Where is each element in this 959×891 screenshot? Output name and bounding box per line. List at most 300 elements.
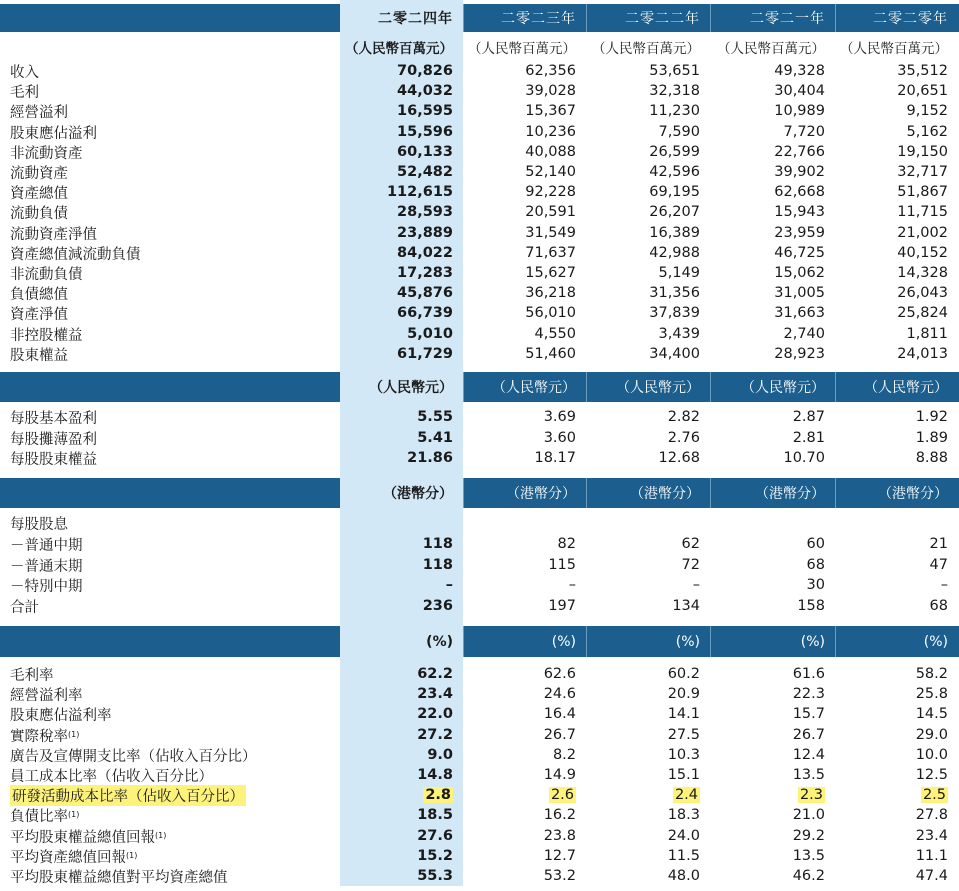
value-cell: 3.69 <box>543 409 576 425</box>
value-cell: 31,356 <box>649 285 700 301</box>
row-label <box>10 303 68 323</box>
row-label-text: 每股股東權益 <box>10 451 97 468</box>
value-cell: 62,356 <box>525 63 576 79</box>
value-cell: 9.0 <box>427 747 453 763</box>
row-label <box>10 142 83 162</box>
unit-label: (%) <box>800 633 825 650</box>
value-cell: 16,389 <box>649 225 700 241</box>
table-row <box>0 428 959 448</box>
row-label-text: 平均資產總值回報 <box>10 849 126 866</box>
row-label <box>10 684 83 704</box>
value-cell: 15,062 <box>774 265 825 281</box>
table-row <box>0 725 959 745</box>
value-cell: 53,651 <box>649 63 700 79</box>
unit-label: （人民幣百萬元） <box>468 41 576 57</box>
table-row <box>0 344 959 364</box>
table-row <box>0 866 959 886</box>
value-cell: 26,207 <box>649 204 700 220</box>
value-cell: 5,010 <box>407 326 453 342</box>
unit-label: （人民幣元） <box>369 380 453 396</box>
value-cell: 27.8 <box>915 807 948 823</box>
value-cell <box>835 513 948 533</box>
value-cell: 112,615 <box>386 184 453 200</box>
year-header-band <box>0 4 959 32</box>
value-cell <box>340 785 453 805</box>
row-label <box>10 575 83 595</box>
row-label-text: 收入 <box>10 64 39 81</box>
value-cell: 15.1 <box>667 767 700 783</box>
unit-label: （港幣分） <box>878 486 948 502</box>
row-label-text: 經營溢利 <box>10 104 68 121</box>
value-cell: 15,943 <box>774 204 825 220</box>
value-cell: 31,663 <box>774 305 825 321</box>
row-label <box>10 243 141 263</box>
value-cell: 22.3 <box>792 686 825 702</box>
value-cell: 118 <box>422 536 453 552</box>
unit-label: （人民幣元） <box>616 380 700 396</box>
year-header-2: 二零二二年 <box>625 11 700 27</box>
unit-label: （港幣分） <box>755 486 825 502</box>
table-row <box>0 704 959 724</box>
row-label <box>10 223 97 243</box>
value-cell: 52,140 <box>525 164 576 180</box>
row-label <box>10 555 83 575</box>
unit-label: （港幣分） <box>506 486 576 502</box>
row-label: 實際稅率 (1) <box>10 725 79 745</box>
value-cell: 10,236 <box>525 124 576 140</box>
value-cell <box>340 513 453 533</box>
value-cell: 62.2 <box>417 666 453 682</box>
row-label <box>10 534 83 554</box>
value-cell: 62 <box>681 536 700 552</box>
value-cell: 15.2 <box>417 848 453 864</box>
row-label <box>10 182 68 202</box>
value-cell: 11.1 <box>915 848 948 864</box>
unit-label: (%) <box>923 633 948 650</box>
value-cell: 60.2 <box>667 666 700 682</box>
value-cell: 30 <box>806 577 825 593</box>
unit-label: （人民幣元） <box>864 380 948 396</box>
value-cell: 60 <box>806 536 825 552</box>
value-cell: 47 <box>929 557 948 573</box>
value-cell: 46,725 <box>774 245 825 261</box>
row-label-text: 流動資產淨值 <box>10 226 97 243</box>
value-cell: 44,032 <box>397 83 453 99</box>
value-cell: 23.4 <box>417 686 453 702</box>
row-label <box>10 664 54 684</box>
row-label <box>10 407 97 427</box>
value-cell: 13.5 <box>792 767 825 783</box>
value-cell: 21.86 <box>407 450 453 466</box>
row-label <box>10 61 39 81</box>
value-cell: 32,717 <box>897 164 948 180</box>
table-row <box>0 162 959 182</box>
row-label-text: 股東應佔溢利率 <box>10 707 112 724</box>
highlighted-value: 2.8 <box>425 787 451 803</box>
value-cell: 61,729 <box>397 346 453 362</box>
value-cell: 68 <box>929 598 948 614</box>
row-label-text: 員工成本比率（佔收入百分比） <box>10 768 213 785</box>
value-cell: 26,599 <box>649 144 700 160</box>
value-cell: 15.7 <box>792 706 825 722</box>
value-cell: 21,002 <box>897 225 948 241</box>
row-label <box>10 745 257 765</box>
value-cell: 45,876 <box>397 285 453 301</box>
value-cell: 13.5 <box>792 848 825 864</box>
unit-label: （人民幣百萬元） <box>345 41 453 57</box>
table-row <box>0 61 959 81</box>
value-cell: 2.81 <box>792 430 825 446</box>
table-row <box>0 182 959 202</box>
row-label <box>10 122 97 142</box>
value-cell: – <box>692 577 700 593</box>
table-row <box>0 223 959 243</box>
table-row <box>0 805 959 825</box>
value-cell: 8.88 <box>915 450 948 466</box>
value-cell: 19,150 <box>897 144 948 160</box>
year-header-0: 二零二四年 <box>378 11 453 27</box>
value-cell: 53.2 <box>543 868 576 884</box>
row-label-text: 負債比率 <box>10 808 68 825</box>
row-label-text: 合計 <box>10 599 39 616</box>
value-cell: 61.6 <box>792 666 825 682</box>
value-cell: 10.3 <box>667 747 700 763</box>
value-cell: 66,739 <box>397 305 453 321</box>
value-cell <box>463 513 576 533</box>
value-cell: 3.60 <box>543 430 576 446</box>
value-cell: 4,550 <box>534 326 576 342</box>
value-cell: 51,460 <box>525 346 576 362</box>
value-cell: 82 <box>557 536 576 552</box>
unit-label: （港幣分） <box>630 486 700 502</box>
value-cell: 42,988 <box>649 245 700 261</box>
table-row <box>0 243 959 263</box>
row-label-text: 股東權益 <box>10 347 68 364</box>
unit-label: （港幣分） <box>383 486 453 502</box>
row-label-text: 廣告及宣傳開支比率（佔收入百分比） <box>10 748 257 765</box>
value-cell: 17,283 <box>397 265 453 281</box>
value-cell: 29.0 <box>915 727 948 743</box>
table-row <box>0 575 959 595</box>
value-cell <box>835 785 948 805</box>
unit-label: (%) <box>426 633 453 650</box>
unit-row-2 <box>0 478 959 508</box>
value-cell: 16.4 <box>543 706 576 722</box>
row-label <box>10 448 97 468</box>
table-row <box>0 826 959 846</box>
row-label: 負債比率 (1) <box>10 805 79 825</box>
value-cell: 92,228 <box>525 184 576 200</box>
value-cell: 14.8 <box>417 767 453 783</box>
value-cell: 52,482 <box>397 164 453 180</box>
value-cell: 31,549 <box>525 225 576 241</box>
value-cell: 14.5 <box>915 706 948 722</box>
value-cell: 26,043 <box>897 285 948 301</box>
row-label-text: 流動資產 <box>10 165 68 182</box>
highlighted-value: 2.4 <box>674 787 698 803</box>
value-cell: 14.1 <box>667 706 700 722</box>
row-label <box>10 263 83 283</box>
value-cell: 7,720 <box>783 124 825 140</box>
value-cell: 16,595 <box>397 103 453 119</box>
highlighted-value: 2.5 <box>922 787 946 803</box>
value-cell: 20,651 <box>897 83 948 99</box>
row-label-text: 非流動資產 <box>10 145 83 162</box>
highlighted-value: 2.6 <box>550 787 574 803</box>
value-cell: 25.8 <box>915 686 948 702</box>
value-cell: 32,318 <box>649 83 700 99</box>
value-cell: 58.2 <box>915 666 948 682</box>
value-cell: 1,811 <box>906 326 948 342</box>
year-header-4: 二零二零年 <box>873 11 948 27</box>
row-label <box>10 324 83 344</box>
table-row <box>0 407 959 427</box>
value-cell: 71,637 <box>525 245 576 261</box>
value-cell: 15,596 <box>397 124 453 140</box>
value-cell <box>463 785 576 805</box>
row-label-text: 資產總值 <box>10 185 68 202</box>
value-cell: 24,013 <box>897 346 948 362</box>
unit-label: (%) <box>551 633 576 650</box>
value-cell: 21.0 <box>792 807 825 823</box>
value-cell: 14.9 <box>543 767 576 783</box>
value-cell: 5,162 <box>906 124 948 140</box>
table-row <box>0 664 959 684</box>
row-label-text: 資產淨值 <box>10 306 68 323</box>
value-cell <box>710 513 825 533</box>
value-cell: 84,022 <box>397 245 453 261</box>
value-cell: – <box>940 577 948 593</box>
row-label <box>10 202 68 222</box>
table-row <box>0 765 959 785</box>
value-cell: 60,133 <box>397 144 453 160</box>
value-cell: 24.0 <box>667 828 700 844</box>
row-label-text: 毛利 <box>10 84 39 101</box>
row-label <box>10 704 112 724</box>
value-cell: 10.70 <box>783 450 825 466</box>
row-label <box>10 866 228 886</box>
value-cell: 36,218 <box>525 285 576 301</box>
value-cell: 49,328 <box>774 63 825 79</box>
row-label-text: 平均股東權益總值對平均資產總值 <box>10 869 228 886</box>
row-label-text: 經營溢利率 <box>10 687 83 704</box>
value-cell: 12.7 <box>543 848 576 864</box>
value-cell: 31,005 <box>774 285 825 301</box>
row-label <box>10 596 39 616</box>
value-cell: 10.0 <box>915 747 948 763</box>
value-cell: 15,627 <box>525 265 576 281</box>
value-cell: 16.2 <box>543 807 576 823</box>
value-cell: 42,596 <box>649 164 700 180</box>
highlighted-value: 2.3 <box>799 787 823 803</box>
table-row <box>0 142 959 162</box>
value-cell: 2.76 <box>667 430 700 446</box>
row-label <box>10 785 246 805</box>
value-cell: 23,889 <box>397 225 453 241</box>
row-label <box>10 283 68 303</box>
row-label-text: 非流動負債 <box>10 266 83 283</box>
value-cell: 29.2 <box>792 828 825 844</box>
value-cell: 23.8 <box>543 828 576 844</box>
row-label-text: 每股基本盈利 <box>10 410 97 427</box>
value-cell: 11.5 <box>667 848 700 864</box>
row-label-text: －特別中期 <box>10 578 83 595</box>
value-cell: 15,367 <box>525 103 576 119</box>
value-cell: 40,088 <box>525 144 576 160</box>
row-label-text: －普通中期 <box>10 537 83 554</box>
value-cell: 10,989 <box>774 103 825 119</box>
value-cell: 62.6 <box>543 666 576 682</box>
value-cell: 9,152 <box>906 103 948 119</box>
table-row <box>0 101 959 121</box>
row-label-text: 流動負債 <box>10 205 68 222</box>
value-cell: 5.41 <box>417 430 453 446</box>
value-cell: 39,902 <box>774 164 825 180</box>
table-row <box>0 684 959 704</box>
value-cell: 22.0 <box>417 706 453 722</box>
value-cell: 40,152 <box>897 245 948 261</box>
unit-label: （人民幣百萬元） <box>840 41 948 57</box>
row-label: 平均資產總值回報 (1) <box>10 846 137 866</box>
unit-row-3 <box>0 626 959 657</box>
table-row <box>0 122 959 142</box>
row-label <box>10 81 39 101</box>
value-cell: 236 <box>422 598 453 614</box>
value-cell: 158 <box>797 598 825 614</box>
value-cell: 115 <box>548 557 576 573</box>
value-cell: 12.5 <box>915 767 948 783</box>
value-cell: 69,195 <box>649 184 700 200</box>
value-cell: 1.89 <box>915 430 948 446</box>
value-cell: 46.2 <box>792 868 825 884</box>
table-row <box>0 745 959 765</box>
value-cell: 1.92 <box>915 409 948 425</box>
value-cell: 34,400 <box>649 346 700 362</box>
value-cell: 11,715 <box>897 204 948 220</box>
value-cell: 70,826 <box>397 63 453 79</box>
value-cell: 14,328 <box>897 265 948 281</box>
table-row <box>0 513 959 533</box>
table-row <box>0 81 959 101</box>
row-label-text: 毛利率 <box>10 667 54 684</box>
value-cell: 3,439 <box>658 326 700 342</box>
value-cell: 2,740 <box>783 326 825 342</box>
value-cell: 48.0 <box>667 868 700 884</box>
value-cell: 35,512 <box>897 63 948 79</box>
table-row <box>0 202 959 222</box>
table-row <box>0 785 959 805</box>
unit-label: (%) <box>675 633 700 650</box>
value-cell: 23,959 <box>774 225 825 241</box>
value-cell: 12.4 <box>792 747 825 763</box>
table-row <box>0 448 959 468</box>
value-cell: 30,404 <box>774 83 825 99</box>
value-cell: 134 <box>672 598 700 614</box>
row-label-text: 實際稅率 <box>10 728 68 745</box>
value-cell: 56,010 <box>525 305 576 321</box>
row-label-text: 每股攤薄盈利 <box>10 431 97 448</box>
value-cell: 37,839 <box>649 305 700 321</box>
value-cell: 28,593 <box>397 204 453 220</box>
value-cell: 5.55 <box>417 409 453 425</box>
row-label-text: 股東應佔溢利 <box>10 125 97 142</box>
row-label-text: 資產總值減流動負債 <box>10 246 141 263</box>
table-row <box>0 324 959 344</box>
row-label-text: 研發活動成本比率（佔收入百分比） <box>10 785 246 806</box>
table-row <box>0 283 959 303</box>
row-label-text: 負債總值 <box>10 286 68 303</box>
unit-row-1 <box>0 372 959 402</box>
value-cell: 68 <box>806 557 825 573</box>
table-row <box>0 303 959 323</box>
value-cell: 197 <box>548 598 576 614</box>
value-cell: 39,028 <box>525 83 576 99</box>
unit-label: （人民幣元） <box>492 380 576 396</box>
row-label <box>10 344 68 364</box>
value-cell: 51,867 <box>897 184 948 200</box>
value-cell: 8.2 <box>552 747 576 763</box>
value-cell <box>586 785 700 805</box>
value-cell: 5,149 <box>658 265 700 281</box>
value-cell: 24.6 <box>543 686 576 702</box>
value-cell: 26.7 <box>792 727 825 743</box>
row-label-text: －普通末期 <box>10 558 83 575</box>
value-cell: 11,230 <box>649 103 700 119</box>
value-cell: 23.4 <box>915 828 948 844</box>
unit-row-0 <box>0 35 959 59</box>
value-cell: 20.9 <box>667 686 700 702</box>
unit-label: （人民幣元） <box>741 380 825 396</box>
year-header-3: 二零二一年 <box>750 11 825 27</box>
year-header-1: 二零二三年 <box>501 11 576 27</box>
row-label-text: 非控股權益 <box>10 327 83 344</box>
value-cell: 21 <box>929 536 948 552</box>
value-cell <box>586 513 700 533</box>
table-row <box>0 555 959 575</box>
value-cell: 2.87 <box>792 409 825 425</box>
row-label <box>10 162 68 182</box>
unit-label: （人民幣百萬元） <box>592 41 700 57</box>
value-cell: 47.4 <box>915 868 948 884</box>
value-cell: 12.68 <box>658 450 700 466</box>
unit-label: （人民幣百萬元） <box>717 41 825 57</box>
value-cell: 72 <box>681 557 700 573</box>
value-cell: 18.3 <box>667 807 700 823</box>
value-cell: – <box>568 577 576 593</box>
value-cell: 28,923 <box>774 346 825 362</box>
value-cell: 27.2 <box>417 727 453 743</box>
value-cell: 62,668 <box>774 184 825 200</box>
value-cell: 18.17 <box>534 450 576 466</box>
row-label <box>10 513 68 533</box>
row-label <box>10 765 213 785</box>
row-label-text: 平均股東權益總值回報 <box>10 829 155 846</box>
value-cell: 55.3 <box>417 868 453 884</box>
value-cell: 2.82 <box>667 409 700 425</box>
table-row <box>0 596 959 616</box>
table-row <box>0 846 959 866</box>
value-cell: 118 <box>422 557 453 573</box>
value-cell: 26.7 <box>543 727 576 743</box>
table-row <box>0 534 959 554</box>
row-label <box>10 428 97 448</box>
value-cell: 27.5 <box>667 727 700 743</box>
row-label: 平均股東權益總值回報 (1) <box>10 826 166 846</box>
value-cell: 20,591 <box>525 204 576 220</box>
value-cell: 18.5 <box>417 807 453 823</box>
row-label <box>10 101 68 121</box>
row-label-text: 每股股息 <box>10 516 68 533</box>
